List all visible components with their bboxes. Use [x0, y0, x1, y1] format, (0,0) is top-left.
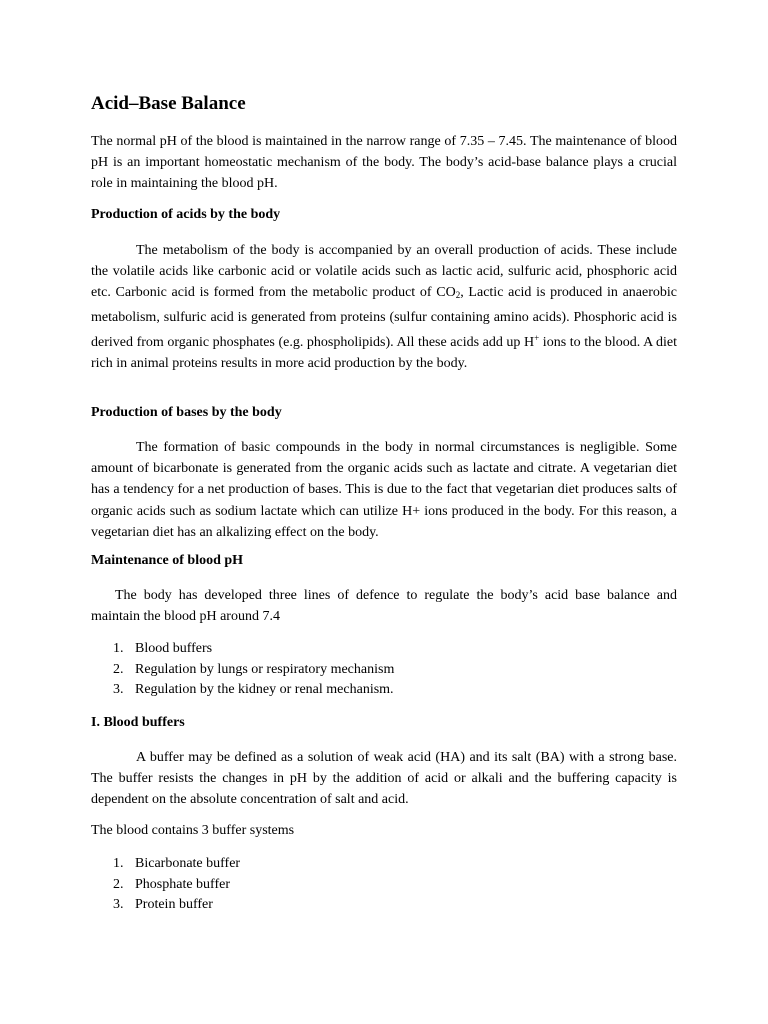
h-superscript: + — [534, 332, 540, 343]
acids-paragraph — [91, 240, 677, 374]
list-item: 3. Protein buffer — [113, 897, 213, 912]
acids-heading: Production of acids by the body — [91, 207, 281, 222]
acids-text-part1: The metabolism of the body is accompanied by an overall production of acids. These include the volatile acids like carbonic acid or volatile acids such as lactic acid, sulfuric acid, phosphoric acid etc. Carbonic acid is formed from the metabolic product of CO — [91, 243, 677, 301]
bases-heading: Production of bases by the body — [91, 405, 282, 420]
intro-paragraph: The normal pH of the blood is maintained in the narrow range of 7.35 – 7.45. The maintenance of blood pH is an important homeostatic mechanism of the body. The body’s acid-base balance plays a crucial role in maintaining the blood pH. — [91, 134, 677, 192]
buffer-systems-intro: The blood contains 3 buffer systems — [91, 823, 295, 838]
page-title: Acid–Base Balance — [91, 93, 246, 114]
maintenance-heading: Maintenance of blood pH — [91, 553, 244, 568]
list-item: 2. Phosphate buffer — [113, 876, 230, 892]
acids-text-part2: , Lactic acid is produced in anaerobic metabolism, sulfuric acid is generated from proteins (sulfur containing amino acids). Phosphoric acid is derived from organic phosphates (e.g. phospholipids). All these acids add up H — [91, 285, 677, 350]
maintenance-paragraph: The body has developed three lines of defence to regulate the body’s acid base balance and maintain the blood pH around 7.4 — [91, 588, 677, 625]
co2-subscript: 2 — [455, 290, 461, 301]
list-item: 1. Blood buffers — [113, 641, 213, 656]
buffer-systems-list — [91, 854, 240, 916]
list-item: 3. Regulation by the kidney or renal mechanism. — [113, 682, 394, 697]
list-item: 2. Regulation by lungs or respiratory mechanism — [113, 661, 395, 677]
bases-paragraph: The formation of basic compounds in the body in normal circumstances is negligible. Some amount of bicarbonate is generated from the organic acids such as lactate and citrate. A vegetarian diet has a tendency for a net production of bases. This is due to the fact that vegetarian diet produces salts of organic acids such as sodium lactate which can utilize H+ ions produced in the body. For this reason, a vegetarian diet has an alkalizing effect on the body. — [91, 440, 677, 540]
buffers-heading: I. Blood buffers — [91, 715, 185, 730]
acids-text-part3: ions to the blood. A diet rich in animal proteins results in more acid production by the body. — [91, 334, 677, 372]
list-item: 1. Bicarbonate buffer — [113, 856, 241, 871]
defence-list — [91, 639, 394, 701]
buffers-paragraph: A buffer may be defined as a solution of weak acid (HA) and its salt (BA) with a strong base. The buffer resists the changes in pH by the addition of acid or alkali and the buffering capacity is dependent on the absolute concentration of salt and acid. — [91, 750, 677, 808]
